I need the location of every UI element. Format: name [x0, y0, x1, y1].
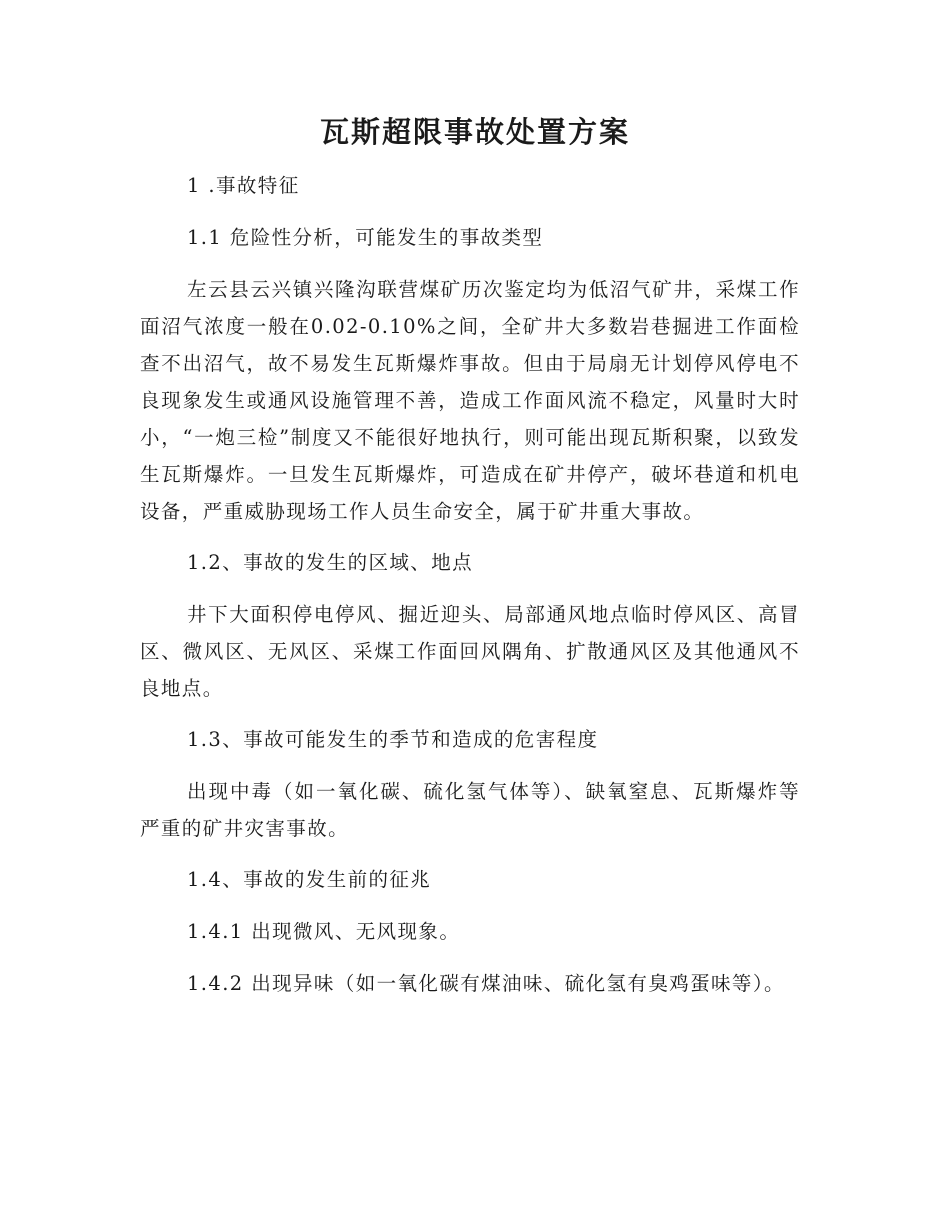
section-heading-1-2: 1.2、事故的发生的区域、地点 — [187, 551, 474, 574]
paragraph-hazard-degree: 出现中毒（如一氧化碳、硫化氢气体等）、缺氧窒息、瓦斯爆炸等严重的矿井灾害事故。 — [140, 780, 800, 840]
paragraph-risk-analysis: 左云县云兴镇兴隆沟联营煤矿历次鉴定均为低沼气矿井，采煤工作面沼气浓度一般在0.02-0.10%之间，全矿井大多数岩巷掘进工作面检查不出沼气，故不易发生瓦斯爆炸事故。但由于局扇无计划停风停电不良现象发生或通风设施管理不善，造成工作面风流不稳定，风量时大时小，“一炮三检”制度又不能很好地执行，则可能出现瓦斯积聚，以致发生瓦斯爆炸。一旦发生瓦斯爆炸，可造成在矿井停产，破坏巷道和机电设备，严重威胁现场工作人员生命安全，属于矿井重大事故。 — [140, 278, 800, 523]
section-item-1-4-2: 1.4.2 出现异味（如一氧化碳有煤油味、硫化氢有臭鸡蛋味等）。 — [187, 972, 785, 995]
document-title: 瓦斯超限事故处置方案 — [319, 115, 630, 149]
section-heading-1-4: 1.4、事故的发生前的征兆 — [187, 868, 432, 891]
section-heading-1: 1 .事故特征 — [187, 174, 300, 197]
document-body — [140, 167, 800, 1016]
section-heading-1-1: 1.1 危险性分析，可能发生的事故类型 — [187, 226, 544, 249]
section-heading-1-3: 1.3、事故可能发生的季节和造成的危害程度 — [187, 728, 599, 751]
paragraph-accident-areas: 井下大面积停电停风、掘近迎头、局部通风地点临时停风区、高冒区、微风区、无风区、采煤工作面回风隅角、扩散通风区及其他通风不良地点。 — [140, 603, 800, 700]
section-item-1-4-1: 1.4.1 出现微风、无风现象。 — [187, 920, 461, 943]
